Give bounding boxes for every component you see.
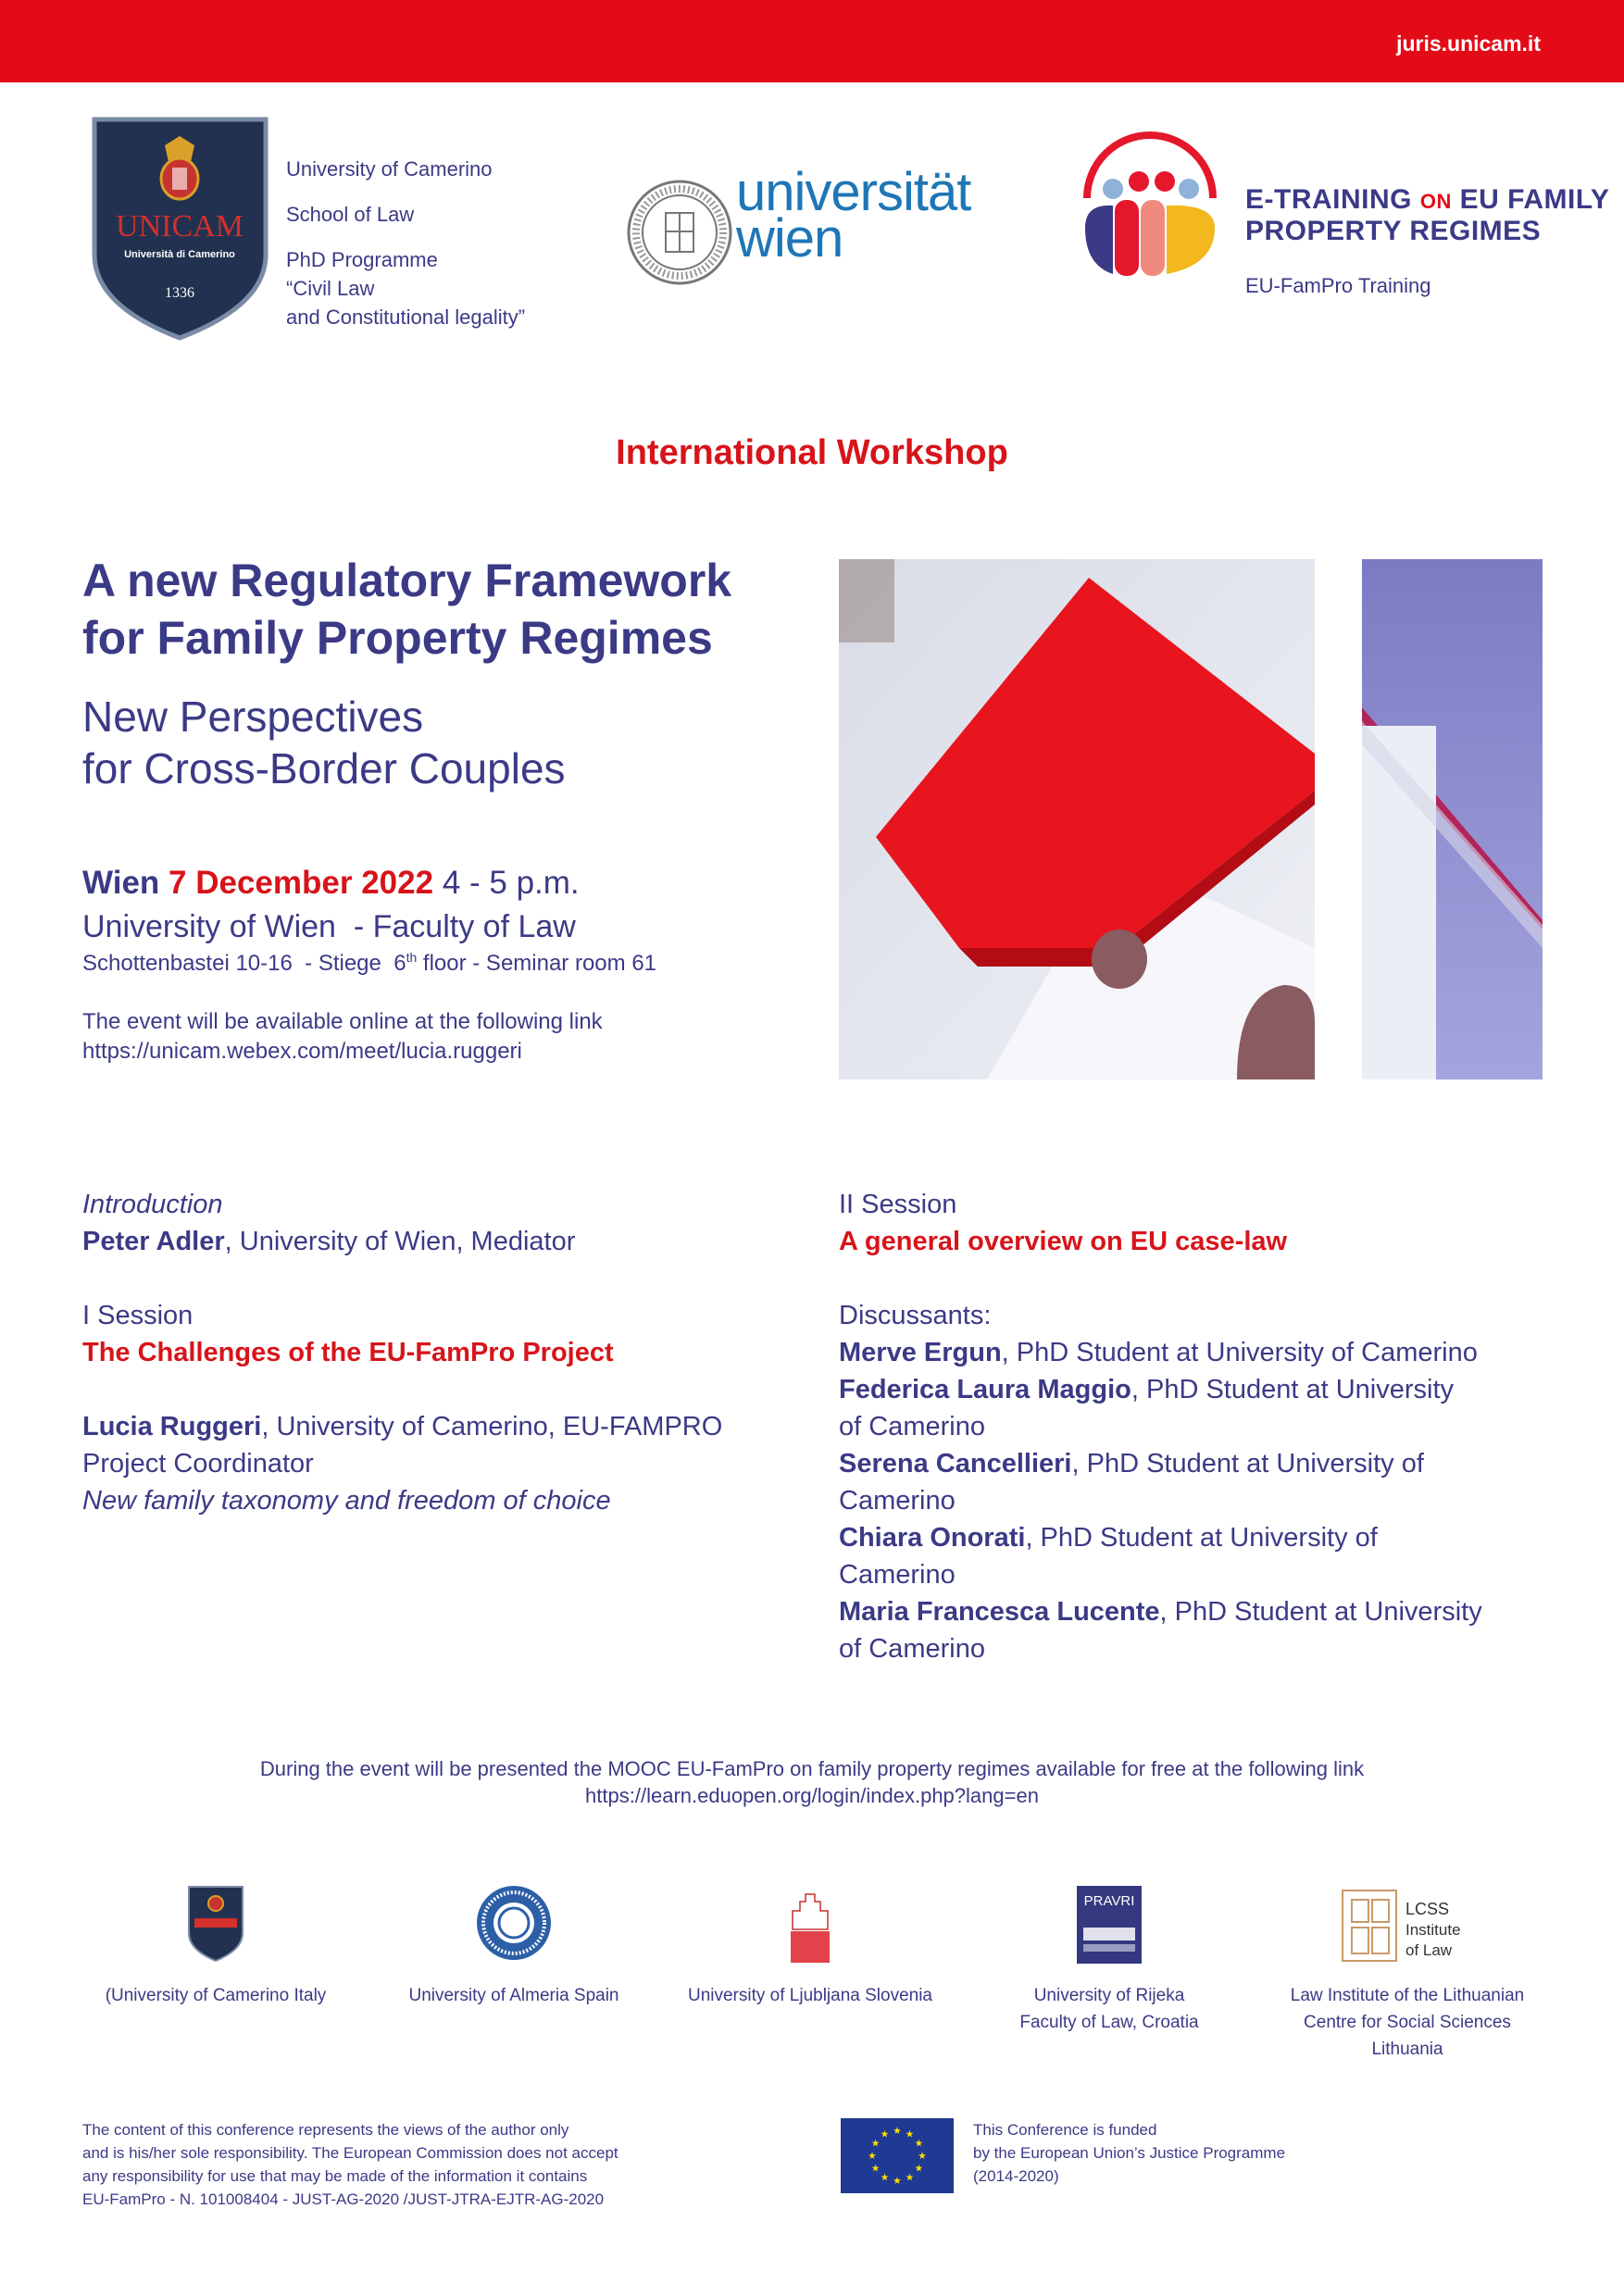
funding-line: by the European Union’s Justice Programme <box>973 2144 1286 2162</box>
unicam-programme-text <box>286 155 525 331</box>
subtitle-line: New Perspectives <box>82 693 424 741</box>
eu-flag-icon <box>841 2118 954 2193</box>
partner-caption-line: (University of Camerino Italy <box>105 1986 327 2005</box>
mooc-notice <box>0 1755 1624 1809</box>
etraining-title-line2: PROPERTY REGIMES <box>1245 216 1542 246</box>
lcss-logo <box>1341 1889 1498 1965</box>
unicam-line: University of Camerino <box>286 157 493 181</box>
discussant-name: Serena Cancellieri <box>839 1449 1072 1479</box>
title-line: A new Regulatory Framework <box>82 555 732 606</box>
etraining-title <box>1245 185 1609 246</box>
partner-caption-line: Law Institute of the Lithuanian <box>1290 1986 1525 2005</box>
discussant-affiliation: , PhD Student at University of <box>1025 1523 1378 1553</box>
lcss-logo-text: Institute <box>1405 1921 1461 1939</box>
speaker-name: Peter Adler <box>82 1227 225 1256</box>
discussant-affiliation: of Camerino <box>839 1634 985 1664</box>
page-title <box>82 552 731 667</box>
disclaimer-line: and is his/her sole responsibility. The European Commission does not accept <box>82 2144 618 2162</box>
session2-label: II Session <box>839 1190 957 1219</box>
partner-caption-line: Centre for Social Sciences <box>1304 2013 1511 2032</box>
event-venue: University of Wien - Faculty of Law <box>82 909 576 944</box>
partner-caption-line: Lithuania <box>1371 2040 1443 2059</box>
partner-caption <box>375 1982 653 2009</box>
online-text: The event will be available online at the following link <box>82 1009 603 1034</box>
speaker-affiliation: , University of Wien, Mediator <box>224 1227 576 1256</box>
house-photo <box>839 559 1543 1079</box>
disclaimer <box>82 2118 618 2211</box>
speaker-name: Lucia Ruggeri <box>82 1412 262 1441</box>
partner-caption <box>671 1982 949 2009</box>
session1-title: The Challenges of the EU-FamPro Project <box>82 1338 614 1367</box>
event-date <box>82 865 580 902</box>
etraining-subtitle: EU-FamPro Training <box>1245 274 1431 297</box>
address-part: Schottenbastei 10-16 - Stiege 6 <box>82 951 406 976</box>
title-line: for Family Property Regimes <box>82 612 713 664</box>
online-link[interactable]: https://unicam.webex.com/meet/lucia.ruggeri <box>82 1039 522 1064</box>
funding-notice <box>973 2118 1285 2188</box>
talk-title: New family taxonomy and freedom of choice <box>82 1486 611 1516</box>
partner-caption <box>970 1982 1248 2036</box>
discussant-affiliation: , PhD Student at University <box>1131 1375 1455 1404</box>
event-day: 7 December 2022 <box>169 865 434 901</box>
unicam-line: and Constitutional legality” <box>286 306 526 329</box>
lcss-logo-text: of Law <box>1405 1941 1453 1959</box>
mooc-link[interactable]: https://learn.eduopen.org/login/index.php?lang=en <box>585 1784 1039 1807</box>
unicam-shield-year: 1336 <box>165 285 194 301</box>
unicam-line: “Civil Law <box>286 277 375 300</box>
etraining-family-icon <box>1076 126 1224 283</box>
unicam-line: School of Law <box>286 203 415 226</box>
workshop-label: International Workshop <box>616 433 1008 472</box>
discussant-name: Merve Ergun <box>839 1338 1002 1367</box>
partner-caption-line: University of Almeria Spain <box>408 1986 619 2005</box>
etraining-title-on: ON <box>1419 190 1452 213</box>
program-right-column <box>839 1186 1543 1667</box>
address-part: floor - Seminar room 61 <box>417 951 657 976</box>
discussant-affiliation: , PhD Student at University of <box>1071 1449 1424 1479</box>
partner-caption-line: Faculty of Law, Croatia <box>1019 2013 1199 2032</box>
session1-speaker-line <box>82 1408 768 1445</box>
wien-wordmark <box>736 162 971 268</box>
disclaimer-line: The content of this conference represents the views of the author only <box>82 2121 569 2139</box>
discussant-name: Federica Laura Maggio <box>839 1375 1131 1404</box>
etraining-title-part: E-TRAINING <box>1245 184 1420 215</box>
top-bar <box>0 0 1624 82</box>
session1-label: I Session <box>82 1301 194 1330</box>
funding-line: (2014-2020) <box>973 2167 1059 2185</box>
session2-title: A general overview on EU case-law <box>839 1227 1288 1256</box>
discussant-line <box>839 1445 1543 1482</box>
event-time: 4 - 5 p.m. <box>442 865 580 901</box>
partner-caption-line: University of Rijeka <box>1033 1986 1185 2005</box>
discussant-line <box>839 1519 1543 1556</box>
event-city: Wien <box>82 865 160 901</box>
mooc-text: During the event will be presented the MOOC EU-FamPro on family property regimes available for free at the following link <box>259 1757 1365 1780</box>
almeria-logo <box>474 1883 554 1963</box>
discussant-line <box>839 1593 1543 1630</box>
unicam-shield-name: UNICAM <box>116 209 244 243</box>
partner-caption <box>77 1982 355 2009</box>
funding-line: This Conference is funded <box>973 2121 1157 2139</box>
discussant-line <box>839 1371 1543 1408</box>
subtitle-line: for Cross-Border Couples <box>82 744 566 792</box>
discussant-line <box>839 1334 1543 1371</box>
page-subtitle <box>82 691 566 794</box>
etraining-title-part: EU FAMILY <box>1451 184 1610 215</box>
rijeka-logo-text: PRAVRI <box>1083 1893 1135 1909</box>
address-sup: th <box>406 950 418 965</box>
website-link[interactable]: juris.unicam.it <box>1396 31 1541 56</box>
discussants-label: Discussants: <box>839 1301 992 1330</box>
partner-caption-line: University of Ljubljana Slovenia <box>687 1986 933 2005</box>
unicam-shield-subtitle: Università di Camerino <box>124 249 235 260</box>
disclaimer-line: EU-FamPro - N. 101008404 - JUST-AG-2020 /JUST-JTRA-EJTR-AG-2020 <box>82 2190 605 2208</box>
discussant-affiliation: Camerino <box>839 1486 956 1516</box>
discussant-affiliation: , PhD Student at University <box>1159 1597 1482 1627</box>
unicam-shield-logo <box>91 116 269 342</box>
program-left-column <box>82 1186 768 1519</box>
ljubljana-logo <box>787 1892 833 1965</box>
unicam-partner-logo <box>187 1885 244 1963</box>
discussant-name: Chiara Onorati <box>839 1523 1026 1553</box>
partner-caption <box>1259 1982 1555 2063</box>
rijeka-logo <box>1076 1885 1143 1965</box>
wien-word-line2: wien <box>736 208 843 268</box>
speaker-affiliation: Project Coordinator <box>82 1449 314 1479</box>
wien-seal-icon <box>625 178 734 287</box>
speaker-affiliation: , University of Camerino, EU-FAMPRO <box>261 1412 723 1441</box>
lcss-logo-text: LCSS <box>1405 1900 1450 1918</box>
event-address <box>82 950 656 977</box>
discussant-affiliation: Camerino <box>839 1560 956 1590</box>
intro-speaker-line <box>82 1223 768 1260</box>
discussant-affiliation: of Camerino <box>839 1412 985 1441</box>
wien-word-line1: universität <box>736 162 971 222</box>
unicam-line: PhD Programme <box>286 248 438 271</box>
disclaimer-line: any responsibility for use that may be made of the information it contains <box>82 2167 588 2185</box>
discussant-affiliation: , PhD Student at University of Camerino <box>1001 1338 1478 1367</box>
intro-label: Introduction <box>82 1190 223 1219</box>
discussant-name: Maria Francesca Lucente <box>839 1597 1160 1627</box>
